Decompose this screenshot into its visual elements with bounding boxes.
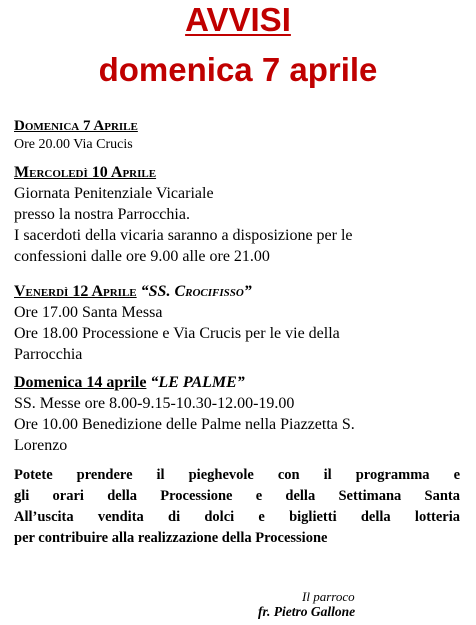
section-line: presso la nostra Parrocchia. — [14, 206, 190, 223]
section-line: I sacerdoti della vicaria saranno a disposizione per le — [14, 227, 353, 244]
notice-line: gli orari della Processione e della Settimana Santa — [14, 488, 460, 504]
section-line: Ore 20.00 Via Crucis — [14, 137, 133, 152]
section-heading: Domenica 14 aprile — [14, 374, 147, 391]
section-venerdi-12 — [14, 281, 468, 365]
notice-paragraph — [14, 465, 460, 549]
section-line: Ore 17.00 Santa Messa — [14, 304, 163, 321]
section-line: Lorenzo — [14, 437, 68, 454]
signature-role: Il parroco — [302, 589, 355, 604]
notice-line: Potete prendere il pieghevole con il programma e — [14, 467, 460, 483]
section-line: confessioni dalle ore 9.00 alle ore 21.00 — [14, 248, 270, 265]
section-line: Ore 18.00 Processione e Via Crucis per le vie della — [14, 325, 340, 342]
section-mercoledi-10 — [14, 162, 468, 267]
section-heading: Mercoledì 10 Aprile — [14, 164, 157, 181]
page-title: AVVISI — [185, 1, 291, 38]
section-line: Giornata Penitenziale Vicariale — [14, 185, 214, 202]
section-line: Parrocchia — [14, 346, 83, 363]
section-heading-extra: “LE PALME” — [150, 374, 245, 391]
section-domenica-14 — [14, 372, 468, 456]
section-heading: Venerdì 12 Aprile — [14, 283, 137, 300]
signature-name: fr. Pietro Gallone — [258, 604, 356, 619]
page-subtitle: domenica 7 aprile — [98, 51, 378, 88]
section-line: Ore 10.00 Benedizione delle Palme nella Piazzetta S. — [14, 416, 355, 433]
notice-line: All’uscita vendita di dolci e biglietti della lotteria — [14, 509, 460, 525]
section-heading-extra: “SS. Crocifisso” — [140, 283, 252, 300]
section-line: SS. Messe ore 8.00-9.15-10.30-12.00-19.00 — [14, 395, 295, 412]
notice-line: per contribuire alla realizzazione della Processione — [14, 530, 328, 546]
section-heading: Domenica 7 Aprile — [14, 118, 138, 134]
section-domenica-7 — [14, 117, 468, 154]
